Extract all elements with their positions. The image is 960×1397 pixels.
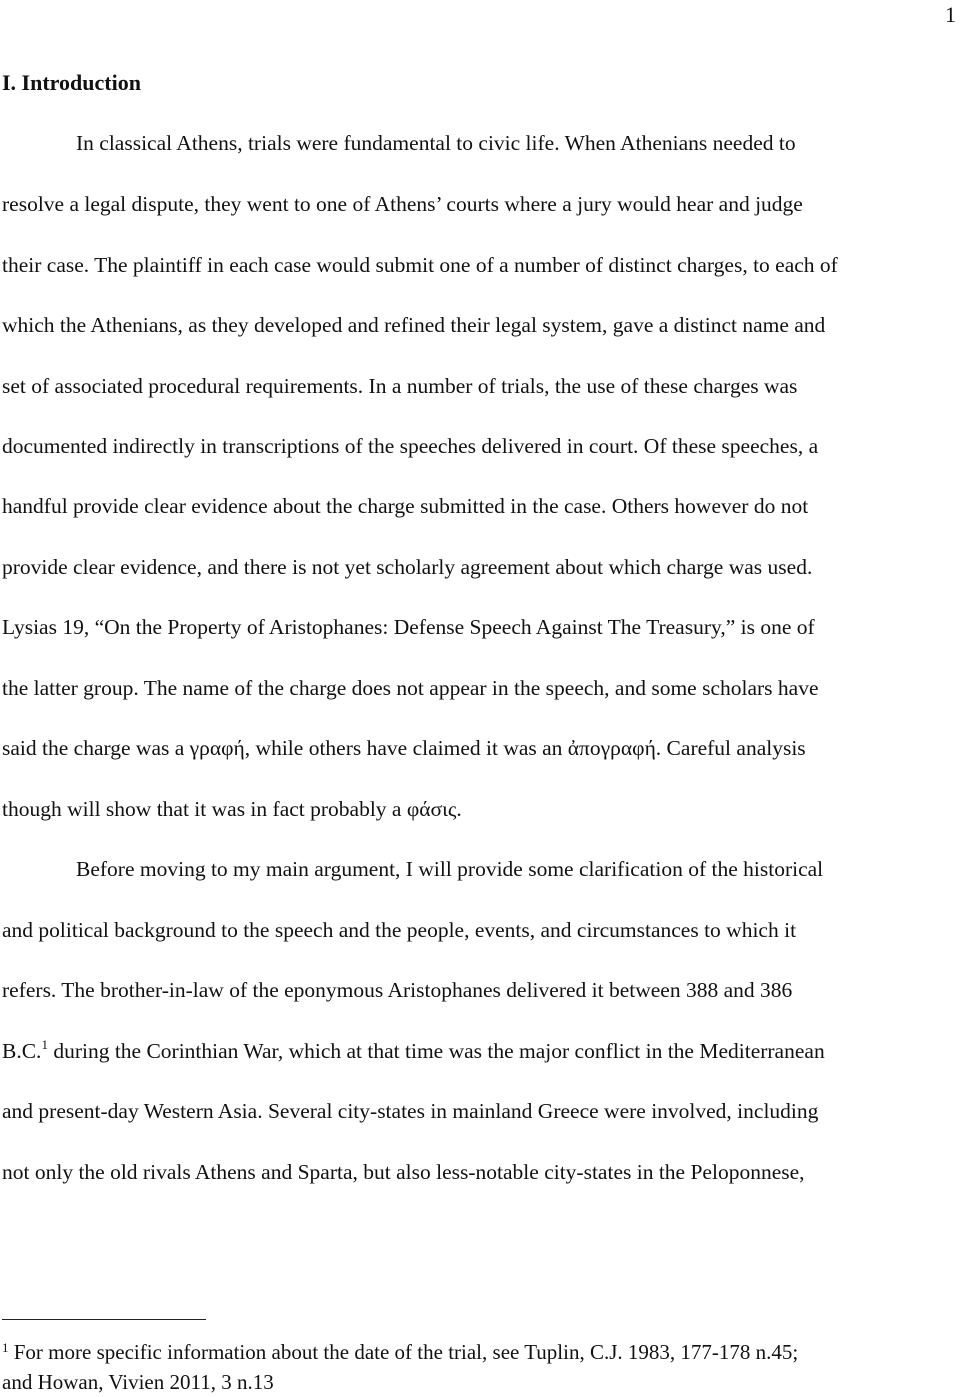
text-line: Before moving to my main argument, I will provide some clarification of the historical xyxy=(76,857,824,881)
footnote-mark: 1 xyxy=(2,1340,9,1355)
footnote-line: and Howan, Vivien 2011, 3 n.13 xyxy=(2,1370,274,1394)
section-heading: I. Introduction xyxy=(2,70,141,95)
footnote-text: For more specific information about the date of the trial, see Tuplin, C.J. 1983, 177-178 n.45; xyxy=(8,1340,799,1364)
text-line: resolve a legal dispute, they went to one of Athens’ courts where a jury would hear and judge xyxy=(2,192,803,216)
text-line: their case. The plaintiff in each case would submit one of a number of distinct charges, to each of xyxy=(2,253,838,277)
footnote-reference[interactable]: 1 xyxy=(41,1037,48,1052)
text-line: documented indirectly in transcriptions of the speeches delivered in court. Of these speeches, a xyxy=(2,434,819,458)
text-line: though will show that it was in fact probably a φάσις. xyxy=(2,797,462,821)
text-line: and present-day Western Asia. Several city-states in mainland Greece were involved, including xyxy=(2,1099,819,1123)
footnote-separator xyxy=(2,1319,206,1320)
text-fragment: during the Corinthian War, which at that time was the major conflict in the Mediterranean xyxy=(47,1039,825,1063)
text-line xyxy=(2,1039,825,1064)
text-line: Lysias 19, “On the Property of Aristophanes: Defense Speech Against The Treasury,” is one of xyxy=(2,615,815,639)
text-line: the latter group. The name of the charge does not appear in the speech, and some scholars have xyxy=(2,676,819,700)
footnote-line xyxy=(2,1340,798,1365)
text-line: said the charge was a γραφή, while others have claimed it was an ἀπογραφή. Careful analysis xyxy=(2,736,806,760)
text-line: set of associated procedural requirements. In a number of trials, the use of these charges was xyxy=(2,374,798,398)
text-fragment: B.C. xyxy=(2,1039,42,1063)
text-line: refers. The brother-in-law of the eponymous Aristophanes delivered it between 388 and 386 xyxy=(2,978,793,1002)
text-line: which the Athenians, as they developed and refined their legal system, gave a distinct name and xyxy=(2,313,826,337)
text-line: In classical Athens, trials were fundamental to civic life. When Athenians needed to xyxy=(76,131,796,155)
text-line: and political background to the speech and the people, events, and circumstances to which it xyxy=(2,918,797,942)
text-line: provide clear evidence, and there is not yet scholarly agreement about which charge was used. xyxy=(2,555,813,579)
text-line: handful provide clear evidence about the charge submitted in the case. Others however do not xyxy=(2,494,809,518)
text-line: not only the old rivals Athens and Sparta, but also less-notable city-states in the Peloponnese, xyxy=(2,1160,805,1184)
page-number: 1 xyxy=(945,2,956,27)
